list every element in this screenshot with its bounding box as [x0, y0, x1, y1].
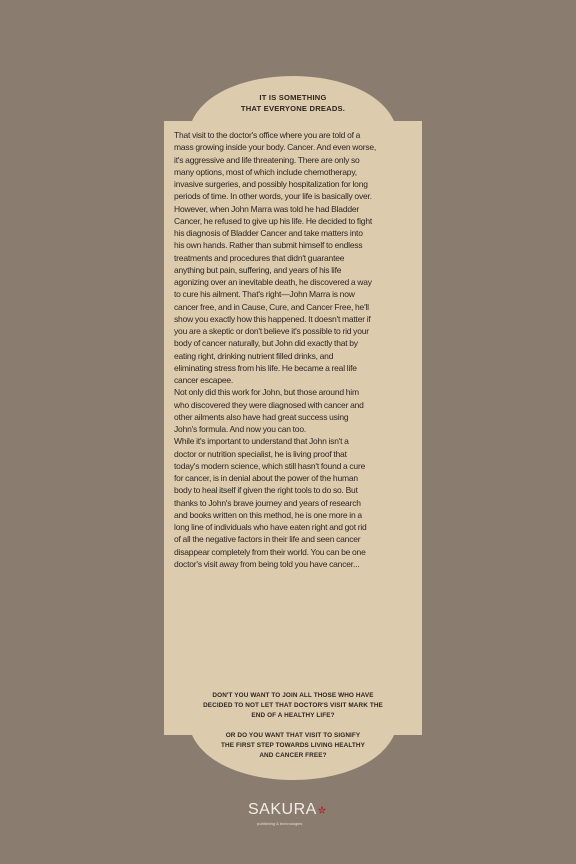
body-line: Cancer, he refused to give up his life. He decided to fight [174, 215, 373, 226]
body-line: it's aggressive and life threatening. There are only so [174, 154, 360, 165]
body-line: other ailments also have had great success using [174, 411, 349, 422]
body-line: you are a skeptic or don't believe it's possible to rid your [174, 326, 369, 336]
body-line: body of cancer naturally, but John did exactly that by [174, 338, 358, 349]
question-line: END OF A HEALTHY LIFE? [251, 712, 335, 719]
body-line: today's modern science, which still hasn't found a cure [174, 460, 366, 471]
body-line: his own hands. Rather than submit himself to endless [174, 240, 363, 251]
body-line: John's formula. And now you can too. [174, 424, 307, 434]
body-line: cancer escapee. [174, 375, 234, 385]
question-line: DON'T YOU WANT TO JOIN ALL THOSE WHO HAVE [212, 692, 374, 699]
body-line: many options, most of which include chemotherapy, [174, 166, 357, 177]
heading-line-1: IT IS SOMETHING [259, 93, 327, 102]
body-line: show you exactly how this happened. It doesn't matter if [174, 313, 371, 324]
body-line: Not only did this work for John, but those around him [174, 387, 359, 398]
panel-heading [164, 92, 422, 114]
question-line: AND CANCER FREE? [259, 752, 327, 759]
body-line: who discovered they were diagnosed with cancer and [174, 399, 364, 410]
question-2 [164, 731, 422, 761]
body-line: treatments and procedures that didn't guarantee [174, 252, 345, 263]
sakura-flower-icon [317, 805, 327, 815]
question-line: THE FIRST STEP TOWARDS LIVING HEALTHY [221, 742, 365, 749]
body-line: doctor's visit away from being told you have cancer... [174, 558, 360, 569]
question-1 [164, 691, 422, 721]
body-line: doctor or nutrition specialist, he is living proof that [174, 448, 347, 459]
body-line: to cure his ailment. That's right—John Marra is now [174, 289, 355, 300]
body-line: eliminating stress from his life. He became a real life [174, 362, 357, 373]
question-line: DECIDED TO NOT LET THAT DOCTOR'S VISIT MARK THE [203, 702, 383, 709]
logo-tagline: publishing & technologies [257, 821, 303, 826]
body-line: invasive surgeries, and possibly hospitalization for long [174, 179, 368, 189]
body-line: and books written on this method, he is one more in a [174, 509, 362, 520]
body-line: for cancer, is in denial about the power of the human [174, 473, 358, 483]
text-panel [164, 73, 422, 791]
body-line: periods of time. In other words, your life is basically over. [174, 191, 372, 202]
body-line: mass growing inside your body. Cancer. And even worse, [174, 142, 377, 153]
logo-wordmark: SAKURA [248, 801, 317, 818]
question-line: OR DO YOU WANT THAT VISIT TO SIGNIFY [225, 732, 361, 739]
body-line: of all the negative factors in their life and seen cancer [174, 534, 361, 545]
body-line: body to heal itself if given the right tools to do so. But [174, 485, 358, 496]
body-line: eating right, drinking nutrient filled drinks, and [174, 350, 334, 361]
body-line: his diagnosis of Bladder Cancer and take matters into [174, 228, 363, 238]
body-line: However, when John Marra was told he had Bladder [174, 203, 360, 214]
body-line: thanks to John's brave journey and years of research [174, 497, 361, 508]
body-line: long line of individuals who have eaten right and got rid [174, 522, 367, 532]
body-line: agonizing over an inevitable death, he discovered a way [174, 277, 372, 287]
body-line: disappear completely from their world. You can be one [174, 546, 366, 557]
sakura-logo [248, 801, 338, 831]
closing-questions [164, 691, 422, 761]
heading-line-2: THAT EVERYONE DREADS. [240, 104, 346, 113]
body-text [174, 129, 412, 570]
body-line: That visit to the doctor's office where you are told of a [174, 130, 361, 140]
body-line: cancer free, and in Cause, Cure, and Cancer Free, he'll [174, 301, 369, 312]
body-line: anything but pain, suffering, and years of his life [174, 264, 342, 275]
body-line: While it's important to understand that John isn't a [174, 436, 349, 447]
